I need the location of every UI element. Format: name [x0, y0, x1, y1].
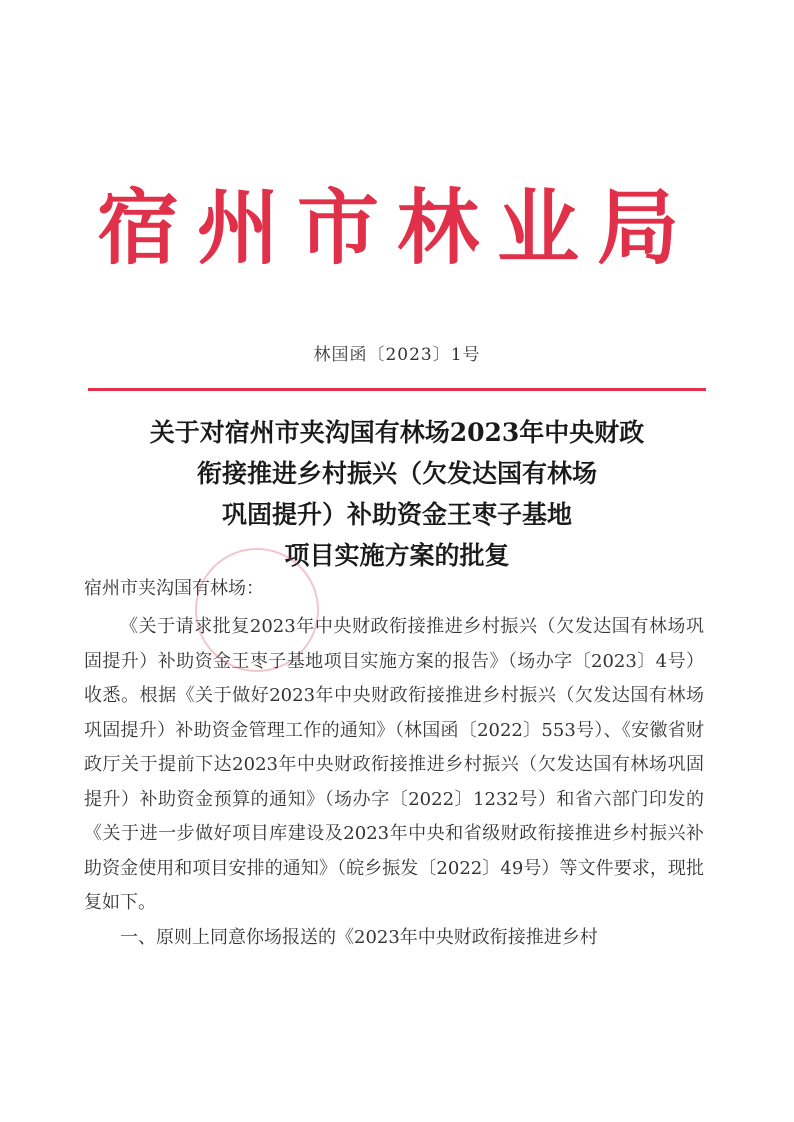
document-number: 林国函〔2023〕1号 [313, 345, 481, 365]
red-divider-line [88, 388, 706, 391]
body-text [84, 610, 704, 955]
masthead: 宿州市林业局 [96, 180, 697, 276]
paragraph: 《关于请求批复2023年中央财政衔接推进乡村振兴（欠发达国有林场巩固提升）补助资金王枣子基地项目实施方案的报告》（场办字〔2023〕4号）收悉。根据《关于做好2023年中央财政衔接推进乡村振兴（欠发达国有林场巩固提升）补助资金管理工作的通知》（林国函〔2022〕553号）、《安徽省财政厅关于提前下达2023年中央财政衔接推进乡村振兴（欠发达国有林场巩固提升）补助资金预算的通知》（场办字〔2022〕1232号）和省六部门印发的《关于进一步做好项目库建设及2023年中央和省级财政衔接推进乡村振兴补助资金使用和项目安排的通知》（皖乡振发〔2022〕49号）等文件要求，现批复如下。 [84, 616, 704, 913]
title-line: 关于对宿州市夹沟国有林场2023年中央财政 [149, 418, 645, 447]
salutation: 宿州市夹沟国有林场： [84, 578, 264, 599]
document-title [80, 412, 714, 576]
paragraph: 一、原则上同意你场报送的《2023年中央财政衔接推进乡村 [120, 926, 598, 948]
title-line: 巩固提升）补助资金王枣子基地 [221, 500, 572, 529]
title-line: 衔接推进乡村振兴（欠发达国有林场 [196, 459, 597, 488]
title-line: 项目实施方案的批复 [284, 541, 510, 570]
